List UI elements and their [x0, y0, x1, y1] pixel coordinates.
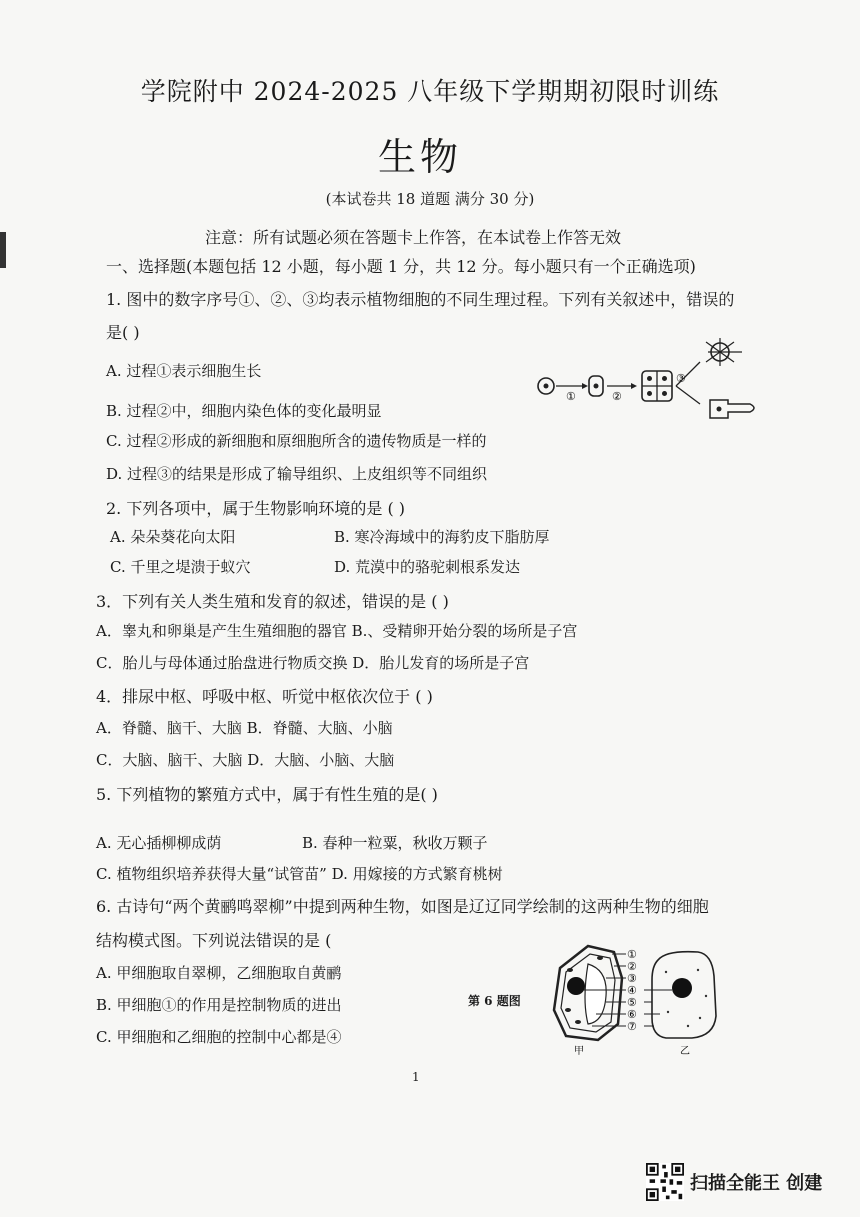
fig-label-2: ②: [612, 390, 622, 403]
q6-option-b: B. 甲细胞①的作用是控制物质的进出: [96, 996, 342, 1014]
cell-label-2: ②: [627, 960, 637, 973]
q2-option-a: A. 朵朵葵花向太阳: [110, 528, 236, 546]
cell-label-3: ③: [627, 972, 637, 985]
subject-title: 生物: [377, 135, 462, 179]
cell-a-label: 甲: [574, 1046, 584, 1057]
q2-option-d: D. 荒漠中的骆驼刺根系发达: [334, 558, 521, 576]
qr-code-icon: [646, 1163, 684, 1201]
q6-option-c: C. 甲细胞和乙细胞的控制中心都是④: [96, 1028, 342, 1046]
exam-meta: (本试卷共 18 道题 满分 30 分): [325, 190, 535, 208]
q6-option-a: A. 甲细胞取自翠柳，乙细胞取自黄鹂: [96, 964, 342, 982]
cell-label-7: ⑦: [627, 1020, 637, 1033]
q1-stem-line2: 是( ): [106, 323, 140, 342]
cell-label-6: ⑥: [627, 1008, 637, 1021]
page-title: 学院附中 2024-2025 八年级下学期期初限时训练: [140, 77, 720, 106]
q1-cell-process-figure: [532, 338, 767, 426]
q6-stem-line2: 结构模式图。下列说法错误的是 (: [96, 931, 332, 950]
q1-stem-line1: 1. 图中的数字序号①、②、③均表示植物细胞的不同生理过程。下列有关叙述中，错误的: [106, 290, 735, 309]
cell-label-5: ⑤: [627, 996, 637, 1009]
q5-option-b: B. 春种一粒粟，秋收万颗子: [302, 834, 488, 852]
cell-label-4: ④: [627, 984, 637, 997]
fig-label-3: ③: [676, 372, 686, 385]
cell-label-1: ①: [627, 948, 637, 961]
q3-options-ab: A．睾丸和卵巢是产生生殖细胞的器官 B.、受精卵开始分裂的场所是子宫: [96, 622, 578, 640]
q6-figure-caption: 第 6 题图: [468, 994, 521, 1008]
q6-cell-figure: [548, 940, 728, 1058]
exam-notice: 注意：所有试题必须在答题卡上作答，在本试卷上作答无效: [205, 228, 622, 247]
q4-stem: 4．排尿中枢、呼吸中枢、听觉中枢依次位于 ( ): [96, 687, 433, 706]
q2-option-b: B. 寒冷海域中的海豹皮下脂肪厚: [334, 528, 550, 546]
q4-options-ab: A．脊髓、脑干、大脑 B．脊髓、大脑、小脑: [96, 719, 393, 737]
q3-stem: 3．下列有关人类生殖和发育的叙述，错误的是 ( ): [96, 592, 449, 611]
q3-options-cd: C．胎儿与母体通过胎盘进行物质交换 D．胎儿发育的场所是子宫: [96, 654, 530, 672]
q1-option-b: B. 过程②中，细胞内染色体的变化最明显: [106, 402, 382, 420]
q5-options-cd: C. 植物组织培养获得大量“试管苗” D. 用嫁接的方式繁育桃树: [96, 865, 503, 883]
section-heading: 一、选择题(本题包括 12 小题，每小题 1 分，共 12 分。每小题只有一个正确选项): [106, 257, 696, 276]
q5-stem: 5. 下列植物的繁殖方式中，属于有性生殖的是( ): [96, 785, 438, 804]
q2-option-c: C. 千里之堤溃于蚁穴: [110, 558, 251, 576]
q5-option-a: A. 无心插柳柳成荫: [96, 834, 222, 852]
q4-options-cd: C．大脑、脑干、大脑 D．大脑、小脑、大脑: [96, 751, 395, 769]
scanner-brand-text: 扫描全能王 创建: [690, 1173, 823, 1194]
q1-option-a: A. 过程①表示细胞生长: [106, 362, 262, 380]
fig-label-1: ①: [566, 390, 576, 403]
q2-stem: 2. 下列各项中，属于生物影响环境的是 ( ): [106, 499, 406, 518]
scanner-watermark: [646, 1163, 822, 1201]
q1-option-c: C. 过程②形成的新细胞和原细胞所含的遗传物质是一样的: [106, 432, 487, 450]
page-number: 1: [412, 1070, 420, 1084]
scan-edge-mark: [0, 232, 6, 268]
cell-b-label: 乙: [680, 1046, 690, 1057]
q1-option-d: D. 过程③的结果是形成了输导组织、上皮组织等不同组织: [106, 465, 488, 483]
q6-stem-line1: 6. 古诗句“两个黄鹂鸣翠柳”中提到两种生物，如图是辽辽同学绘制的这两种生物的细胞: [96, 897, 709, 916]
